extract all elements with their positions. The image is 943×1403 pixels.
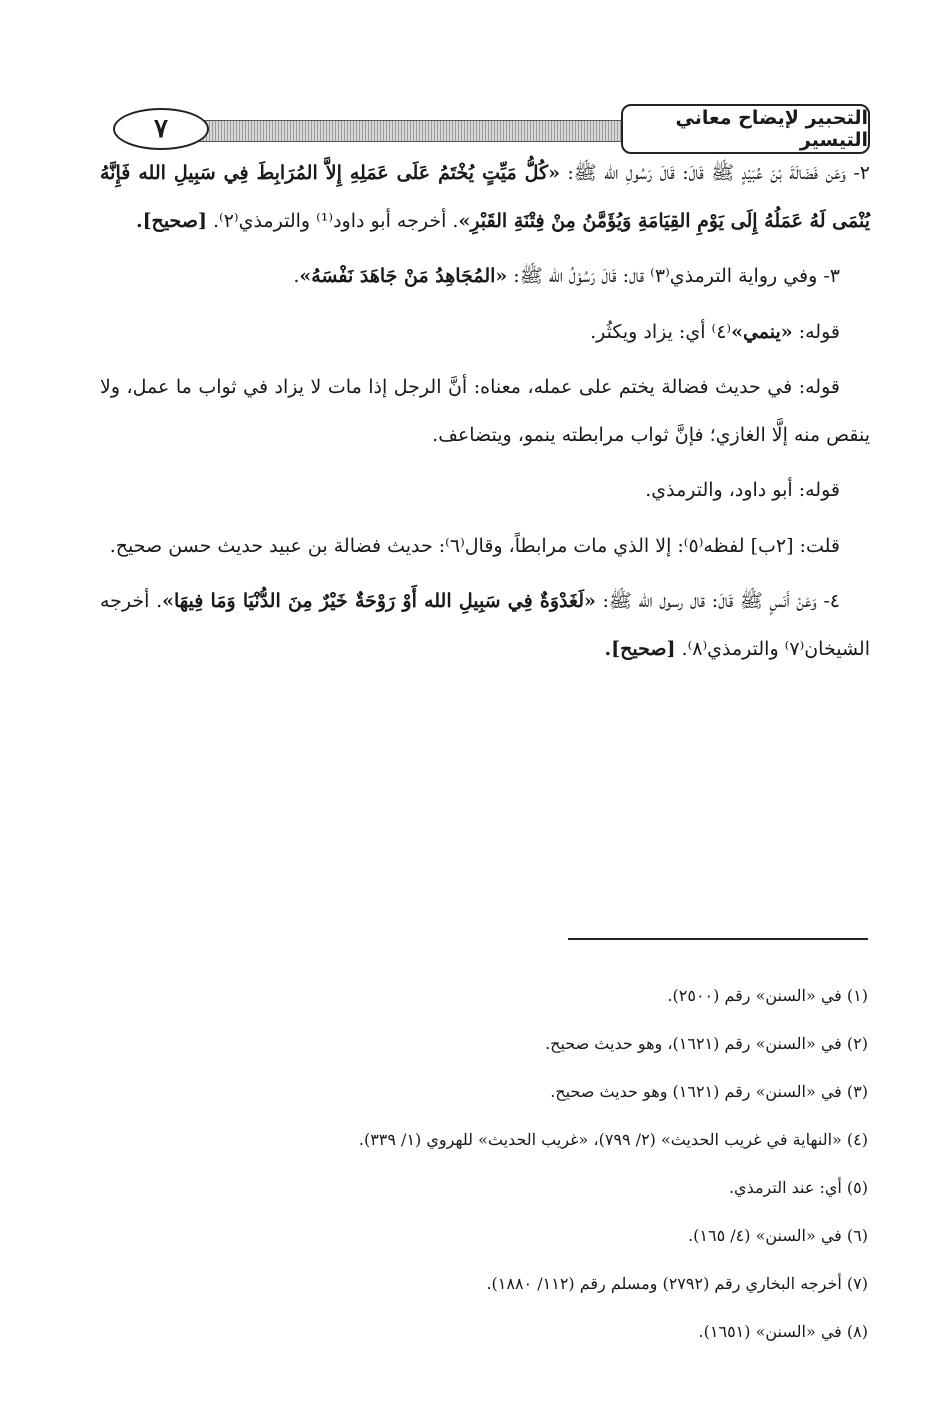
hadith-quote: «المُجَاهِدُ مَنْ جَاهَدَ نَفْسَهُ»	[299, 265, 508, 287]
grade-label: [صحيح].	[604, 637, 676, 660]
hadith-quote: «كُلُّ مَيِّتٍ يُخْتَمُ عَلَى عَمَلِهِ إِلاَّ المُرَابِطَ فِي سَبِيلِ الله فَإِنَّهُ يُنْمَى لَهُ عَمَلُهُ إِلَى يَوْمِ القِيَامَةِ وَيُؤَمَّنُ مِنْ فِتْنَةِ القَبْرِ»	[100, 162, 870, 232]
footnote-divider	[568, 938, 868, 940]
hadith-quote: «لَغَدْوَةٌ فِي سَبِيلِ الله أَوْ رَوْحَةٌ خَيْرٌ مِنَ الدُّنْيَا وَمَا فِيهَا»	[162, 590, 596, 612]
book-title: التحبير لإيضاح معاني التيسير	[621, 104, 870, 154]
footnote-1: (١) في «السنن» رقم (٢٥٠٠).	[667, 986, 868, 1005]
footnote-6: (٦) في «السنن» (٤/ ١٦٥).	[688, 1226, 868, 1245]
hadith-3: ٣- وفي رواية الترمذي⁽٣⁾ قال: قَالَ رَسُوْلُ الله ﷺ: «المُجَاهِدُ مَنْ جَاهَدَ نَفْسَهُ».	[293, 265, 840, 287]
grade-label: [صحيح].	[135, 209, 207, 232]
footnotes	[100, 972, 868, 1356]
commentary-yanmi: قوله: «ينمي»⁽٤⁾ أي: يزاد ويكثُر.	[590, 320, 840, 343]
footnote-7: (٧) أخرجه البخاري رقم (٢٧٩٢) ومسلم رقم (١١٢/ ١٨٨٠).	[486, 1274, 868, 1293]
footnote-3: (٣) في «السنن» رقم (١٦٢١) وهو حديث صحيح.	[550, 1082, 868, 1101]
footnote-4: (٤) «النهاية في غريب الحديث» (٢/ ٧٩٩)، «غريب الحديث» للهروي (١/ ٣٣٩).	[358, 1130, 868, 1149]
commentary-qultu: قلت: [٢ب] لفظه⁽٥⁾: إلا الذي مات مرابطاً، وقال⁽٦⁾: حديث فضالة بن عبيد حديث حسن صحيح.	[109, 534, 840, 557]
commentary-sources: قوله: أبو داود، والترمذي.	[645, 479, 840, 501]
footnote-8: (٨) في «السنن» (١٦٥١).	[698, 1322, 868, 1341]
main-text	[100, 150, 870, 681]
commentary-fadala: قوله: في حديث فضالة يختم على عمله، معناه: أنَّ الرجل إذا مات لا يزاد في ثواب ما عمل، ولا ينقص منه إلَّا الغازي؛ فإنَّ ثواب مرابطته ينمو، ويتضاعف.	[100, 376, 870, 446]
hadith-2: ٢- وَعَن فَضَالَةَ بْنَ عُبَيْدٍ ﷺ قَالَ: قَالَ رَسُولِ الله ﷺ: «كُلُّ مَيِّتٍ يُخْتَمُ عَلَى عَمَلِهِ إِلاَّ المُرَابِطَ فِي سَبِيلِ الله فَإِنَّهُ يُنْمَى لَهُ عَمَلُهُ إِلَى يَوْمِ القِيَامَةِ وَيُؤَمَّنُ مِنْ فِتْنَةِ القَبْرِ». أخرجه أبو داود⁽¹⁾ والترمذي⁽٢⁾. [صحيح].	[100, 162, 870, 232]
term: «ينمي»	[731, 320, 793, 343]
hadith-4: ٤- وَعَنْ أَنَسٍ ﷺ قَالَ: قال رسول الله ﷺ: «لَغَدْوَةٌ فِي سَبِيلِ الله أَوْ رَوْحَةٌ خَيْرٌ مِنَ الدُّنْيَا وَمَا فِيهَا». أخرجه الشيخان⁽٧⁾ والترمذي⁽٨⁾. [صحيح].	[100, 590, 870, 660]
footnote-5: (٥) أي: عند الترمذي.	[728, 1178, 868, 1197]
footnote-2: (٢) في «السنن» رقم (١٦٢١)، وهو حديث صحيح.	[545, 1034, 868, 1053]
page-number: ٧	[113, 108, 209, 150]
